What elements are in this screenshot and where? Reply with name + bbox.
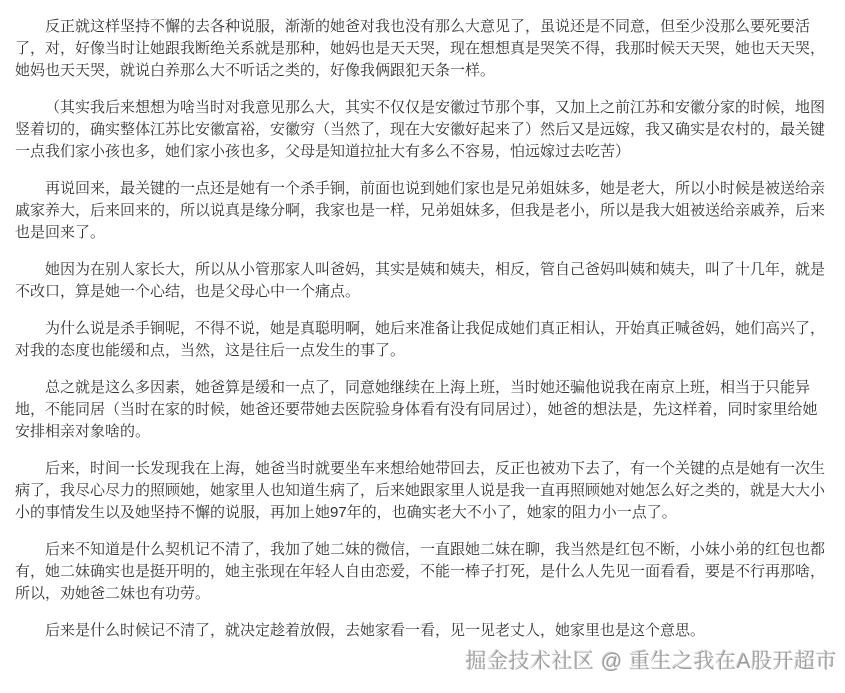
paragraph: 为什么说是杀手锏呢，不得不说，她是真聪明啊，她后来准备让我促成她们真正相认，开始真正喊爸妈，她们高兴了，对我的态度也能缓和点，当然，这是往后一点发生的事了。 bbox=[15, 320, 826, 359]
paragraph: 后来，时间一长发现我在上海，她爸当时就要坐车来想给她带回去，反正也被劝下去了，有一个关键的点是她有一次生病了，我尽心尽力的照顾她，她家里人也知道生病了，后来她跟家里人说是我一直再照顾她对她怎么好之类的，就是大大小小的事情发生以及她坚持不懈的说服，再加上她97年的，也确实老大不小了，她家的阻力小一点了。 bbox=[15, 460, 826, 521]
paragraph: 反正就这样坚持不懈的去各种说服，渐渐的她爸对我也没有那么大意见了，虽说还是不同意，但至少没那么要死要活了，对，好像当时让她跟我断绝关系就是那种，她妈也是天天哭，现在想想真是哭笑不得，我那时候天天哭，她也天天哭，她妈也天天哭，就说白养那么大不听话之类的，好像我俩跟犯天条一样。 bbox=[15, 18, 826, 79]
paragraph: 再说回来，最关键的一点还是她有一个杀手锏，前面也说到她们家也是兄弟姐妹多，她是老大，所以小时候是被送给亲戚家养大，后来回来的，所以说真是缘分啊，我家也是一样，兄弟姐妹多，但我是老小，所以是我大姐被送给亲戚养，后来也是回来了。 bbox=[15, 180, 826, 241]
paragraph: 后来是什么时候记不清了，就决定趁着放假，去她家看一看，见一见老丈人，她家里也是这个意思。 bbox=[45, 622, 706, 639]
paragraph: 她因为在别人家长大，所以从小管那家人叫爸妈，其实是姨和姨夫，相反，管自己爸妈叫姨和姨夫，叫了十几年，就是不改口，算是她一个心结，也是父母心中一个痛点。 bbox=[15, 261, 826, 300]
watermark: 掘金技术社区 @ 重生之我在A股开超市 bbox=[465, 650, 837, 673]
paragraph: （其实我后来想想为啥当时对我意见那么大，其实不仅仅是安徽过节那个事，又加上之前江苏和安徽分家的时候，地图竖着切的，确实整体江苏比安徽富裕，安徽穷（当然了，现在大安徽好起来了）然后又是远嫁，我又确实是农村的，最关键一点我们家小孩也多，她们家小孩也多，父母是知道拉扯大有多么不容易，怕远嫁过去吃苦） bbox=[15, 99, 826, 160]
paragraph: 后来不知道是什么契机记不清了，我加了她二妹的微信，一直跟她二妹在聊，我当然是红包不断，小妹小弟的红包也都有，她二妹确实也是挺开明的，她主张现在年轻人自由恋爱，不能一棒子打死，是什么人先见一面看看，要是不行再那啥，所以，劝她爸二妹也有功劳。 bbox=[15, 541, 826, 602]
paragraph: 总之就是这么多因素，她爸算是缓和一点了，同意她继续在上海上班，当时她还骗他说我在南京上班，相当于只能异地，不能同居（当时在家的时候，她爸还要带她去医院验身体看有没有同居过），她爸的想法是，先这样着，同时家里给她安排相亲对象啥的。 bbox=[15, 379, 818, 440]
